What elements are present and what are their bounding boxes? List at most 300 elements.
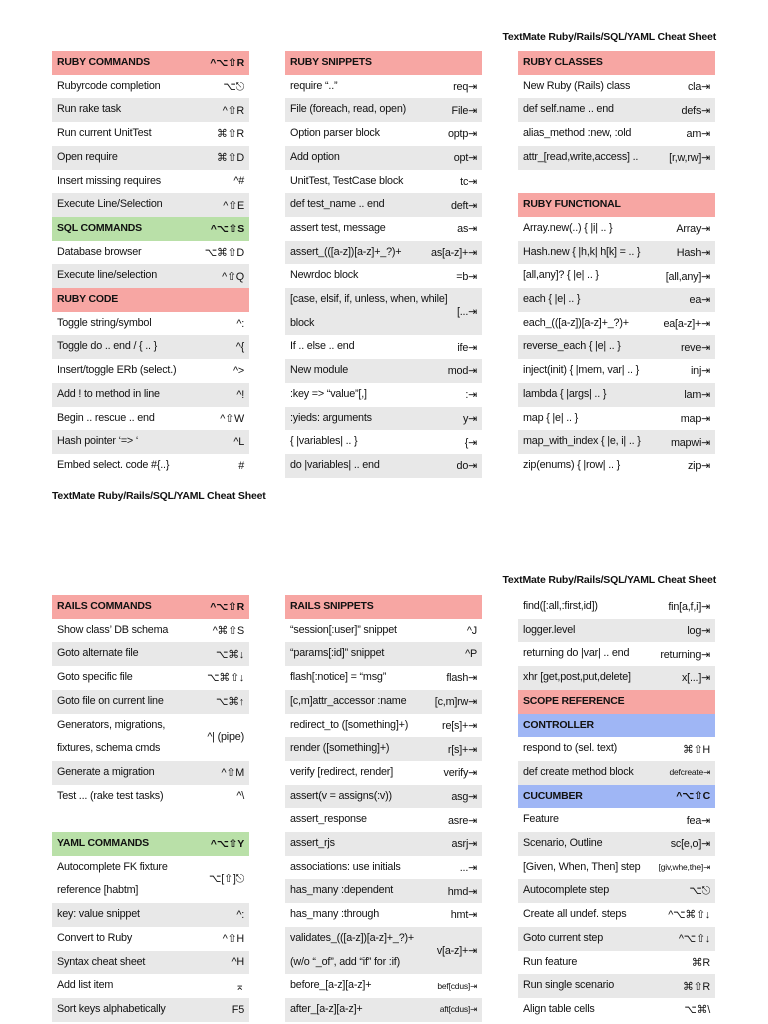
shortcut-row <box>518 430 715 454</box>
shortcut-row <box>52 98 249 122</box>
shortcut-key: ...⇥ <box>459 862 477 875</box>
section-header <box>285 595 482 619</box>
shortcut-label: returning do |var| .. end <box>523 647 630 660</box>
shortcut-row <box>52 927 249 951</box>
ruby-snippets-column <box>285 51 482 478</box>
shortcut-key: returning⇥ <box>660 648 710 661</box>
shortcut-label: Embed select. code #{..} <box>57 458 170 471</box>
shortcut-key: ^H <box>231 956 244 969</box>
shortcut-row <box>52 619 249 643</box>
shortcut-label: New module <box>290 364 349 377</box>
shortcut-key: ^⇧H <box>222 933 244 946</box>
shortcut-key: asre⇥ <box>447 814 477 827</box>
shortcut-key: req⇥ <box>453 81 477 94</box>
shortcut-label: def self.name .. end <box>523 103 614 116</box>
spacer-row <box>518 170 715 194</box>
shortcut-key: [giv,whe,the]⇥ <box>658 862 710 873</box>
shortcut-label: New Ruby (Rails) class <box>523 79 631 92</box>
shortcut-key: ^⌘⇧S <box>212 625 244 638</box>
shortcut-label: Generate a migration <box>57 765 155 778</box>
ruby-commands-column <box>52 51 249 478</box>
shortcut-key: aft[cdus]⇥ <box>439 1004 477 1015</box>
shortcut-row <box>518 642 715 666</box>
shortcut-label: Newrdoc block <box>290 269 359 282</box>
shortcut-label: [c,m]attr_accessor :name <box>290 694 407 707</box>
shortcut-label: map { |e| .. } <box>523 411 579 424</box>
shortcut-key: ^⌥⇧R <box>210 600 244 613</box>
shortcut-key: fea⇥ <box>686 814 710 827</box>
shortcut-key: log⇥ <box>687 625 710 638</box>
shortcut-row <box>285 785 482 809</box>
shortcut-label: verify [redirect, render] <box>290 765 394 778</box>
shortcut-key: ⌥⌘⇧↓ <box>207 672 244 685</box>
shortcut-key: as⇥ <box>457 223 477 236</box>
shortcut-row <box>518 407 715 431</box>
shortcut-key: opt⇥ <box>453 152 477 165</box>
shortcut-key: ⌘⇧R <box>682 980 710 993</box>
shortcut-row <box>285 122 482 146</box>
shortcut-label: Add list item <box>57 979 114 992</box>
section-header <box>518 785 715 809</box>
shortcut-row <box>518 217 715 241</box>
shortcut-label: RUBY FUNCTIONAL <box>523 198 621 211</box>
shortcut-label: lambda { |args| .. } <box>523 387 607 400</box>
shortcut-key: ⌅ <box>235 980 244 993</box>
shortcut-key: ^⌥⇧C <box>676 790 710 803</box>
shortcut-label: each { |e| .. } <box>523 293 581 306</box>
shortcut-key: ⌥[⇧]⎋ <box>208 873 244 886</box>
shortcut-key: # <box>238 459 244 472</box>
shortcut-key: r[s]+⇥ <box>447 743 477 756</box>
shortcut-label: Rubyrcode completion <box>57 79 161 92</box>
shortcut-label: Begin .. rescue .. end <box>57 411 155 424</box>
shortcut-row <box>52 146 249 170</box>
rails-commands-column <box>52 595 249 1022</box>
shortcut-key: sc[e,o]⇥ <box>670 838 710 851</box>
shortcut-label: Show class’ DB schema <box>57 623 169 636</box>
shortcut-key: tc⇥ <box>460 175 477 188</box>
shortcut-key: ^: <box>236 317 244 330</box>
section-header <box>518 193 715 217</box>
shortcut-label: RUBY CLASSES <box>523 56 603 68</box>
shortcut-row <box>518 335 715 359</box>
shortcut-label: RUBY SNIPPETS <box>290 56 372 68</box>
shortcut-key: mod⇥ <box>447 365 477 378</box>
shortcut-row <box>52 430 249 454</box>
shortcut-key: ⌥⌘\ <box>684 1004 710 1017</box>
shortcut-row <box>285 808 482 832</box>
shortcut-row <box>52 170 249 194</box>
shortcut-key: ea⇥ <box>689 294 710 307</box>
shortcut-key: verify⇥ <box>443 767 477 780</box>
shortcut-label: Run feature <box>523 955 578 968</box>
section-header <box>52 595 249 619</box>
shortcut-label: has_many :through <box>290 908 380 921</box>
shortcut-row <box>285 75 482 99</box>
shortcut-key: ^⌥⇧Y <box>210 837 244 850</box>
shortcut-row <box>285 359 482 383</box>
shortcut-label: do |variables| .. end <box>290 458 380 471</box>
shortcut-key: ^⌥⌘⇧↓ <box>668 909 710 922</box>
shortcut-row <box>518 761 715 785</box>
shortcut-label: Insert/toggle ERb (select.) <box>57 364 177 377</box>
shortcut-row <box>52 312 249 336</box>
shortcut-row <box>285 714 482 738</box>
shortcut-row <box>518 666 715 690</box>
shortcut-label: Goto file on current line <box>57 694 164 707</box>
section-header <box>52 832 249 856</box>
shortcut-label: CONTROLLER <box>523 718 594 731</box>
shortcut-row <box>518 808 715 832</box>
shortcut-row <box>52 193 249 217</box>
spacer-row <box>52 808 249 832</box>
shortcut-key: defcreate⇥ <box>669 767 710 778</box>
shortcut-label: RUBY CODE <box>57 293 119 306</box>
shortcut-row <box>285 903 482 927</box>
shortcut-label: [case, elsif, if, unless, when, while] block <box>290 293 448 329</box>
shortcut-row <box>52 264 249 288</box>
shortcut-label: Sort keys alphabetically <box>57 1002 166 1015</box>
shortcut-key: x[...]⇥ <box>681 672 710 685</box>
shortcut-label: Test ... (rake test tasks) <box>57 789 164 802</box>
shortcut-key: asrj⇥ <box>451 838 477 851</box>
shortcut-row <box>518 312 715 336</box>
shortcut-row <box>285 998 482 1022</box>
shortcut-label: validates_(([a-z])[a-z]+_?)+ (w/o “_of”, add “if” for :if) <box>290 931 415 968</box>
shortcut-row <box>52 974 249 998</box>
shortcut-row <box>518 832 715 856</box>
shortcut-row <box>52 690 249 714</box>
shortcut-label: Open require <box>57 150 118 163</box>
shortcut-label: inject(init) { |mem, var| .. } <box>523 364 640 377</box>
shortcut-row <box>52 454 249 478</box>
shortcut-label: Goto current step <box>523 931 604 944</box>
shortcut-key: [r,w,rw]⇥ <box>669 152 710 165</box>
shortcut-label: SCOPE REFERENCE <box>523 694 625 707</box>
shortcut-key: defs⇥ <box>681 104 710 117</box>
shortcut-label: assert_(([a-z])[a-z]+_?)+ <box>290 245 402 258</box>
shortcut-key: ^⌥⇧↓ <box>678 933 710 946</box>
shortcut-row <box>52 407 249 431</box>
shortcut-label: Generators, migrations, fixtures, schema cmds <box>57 718 166 755</box>
shortcut-key: ^# <box>233 175 244 188</box>
shortcut-label: Convert to Ruby <box>57 931 133 944</box>
section-header <box>52 217 249 241</box>
shortcut-label: “session[:user]” snippet <box>290 623 397 636</box>
shortcut-row <box>52 335 249 359</box>
shortcut-row <box>285 642 482 666</box>
shortcut-key: ⌥⎋ <box>689 885 710 898</box>
cheat-sheet-title-middle: TextMate Ruby/Rails/SQL/YAML Cheat Sheet <box>52 490 266 502</box>
shortcut-label: Syntax cheat sheet <box>57 955 146 968</box>
shortcut-label: has_many :dependent <box>290 884 394 897</box>
shortcut-label: before_[a-z][a-z]+ <box>290 979 372 992</box>
shortcut-row <box>285 193 482 217</box>
shortcut-key: ⌘⇧R <box>216 128 244 141</box>
shortcut-label: File (foreach, read, open) <box>290 103 407 116</box>
shortcut-label: require “..” <box>290 79 338 92</box>
shortcut-key: ⌘⇧H <box>682 743 710 756</box>
shortcut-row <box>52 241 249 265</box>
shortcut-row <box>52 359 249 383</box>
shortcut-key: [c,m]rw⇥ <box>434 696 477 709</box>
shortcut-row <box>285 430 482 454</box>
shortcut-label: Align table cells <box>523 1002 595 1015</box>
shortcut-key: F5 <box>231 1003 244 1016</box>
shortcut-key: ^⇧M <box>221 767 244 780</box>
shortcut-label: Database browser <box>57 245 142 258</box>
shortcut-key: ^⇧E <box>223 199 244 212</box>
shortcut-row <box>518 98 715 122</box>
shortcut-label: SQL COMMANDS <box>57 221 142 234</box>
shortcut-row <box>52 785 249 809</box>
section-header <box>52 288 249 312</box>
shortcut-label: If .. else .. end <box>290 340 355 353</box>
section-header <box>518 51 715 75</box>
shortcut-row <box>518 619 715 643</box>
shortcut-key: as[a-z]+⇥ <box>431 246 477 259</box>
shortcut-key: ea[a-z]+⇥ <box>663 318 710 331</box>
shortcut-row <box>52 903 249 927</box>
shortcut-row <box>52 75 249 99</box>
shortcut-label: Autocomplete FK fixture reference [habtm] <box>57 860 168 897</box>
shortcut-label: key: value snippet <box>57 908 140 921</box>
ruby-classes-column <box>518 51 715 478</box>
shortcut-label: flash[:notice] = “msg” <box>290 671 387 684</box>
shortcut-key: ^⇧R <box>222 104 244 117</box>
shortcut-label: CUCUMBER <box>523 789 583 802</box>
shortcut-row <box>285 832 482 856</box>
shortcut-row <box>52 666 249 690</box>
shortcut-key: ^J <box>466 624 477 637</box>
shortcut-key: ⌘R <box>691 956 710 969</box>
shortcut-row <box>52 856 249 903</box>
shortcut-key: Array⇥ <box>676 223 710 236</box>
cheat-sheet-title-bottom: TextMate Ruby/Rails/SQL/YAML Cheat Sheet <box>502 574 716 586</box>
shortcut-label: Option parser block <box>290 127 380 140</box>
shortcut-label: Execute Line/Selection <box>57 198 163 211</box>
shortcut-row <box>285 761 482 785</box>
shortcut-row <box>518 122 715 146</box>
shortcut-row <box>518 903 715 927</box>
shortcut-label: assert_rjs <box>290 837 335 850</box>
shortcut-label: Goto alternate file <box>57 647 139 660</box>
shortcut-label: UnitTest, TestCase block <box>290 174 404 187</box>
shortcut-key: ^! <box>236 388 244 401</box>
shortcut-row <box>285 170 482 194</box>
shortcut-label: Hash pointer ‘=> ‘ <box>57 435 139 448</box>
shortcut-label: Run rake task <box>57 103 122 116</box>
shortcut-label: assert(v = assigns(:v)) <box>290 789 392 802</box>
shortcut-label: “params[:id]” snippet <box>290 647 385 660</box>
shortcut-row <box>518 737 715 761</box>
section-header <box>52 51 249 75</box>
shortcut-row <box>285 407 482 431</box>
shortcut-key: zip⇥ <box>687 460 710 473</box>
shortcut-row <box>285 690 482 714</box>
shortcut-row <box>52 761 249 785</box>
shortcut-label: Run current UnitTest <box>57 127 152 140</box>
shortcut-key: map⇥ <box>680 412 710 425</box>
shortcut-key: ^L <box>233 436 244 449</box>
shortcut-label: RAILS SNIPPETS <box>290 600 374 612</box>
shortcut-key: ^⌥⇧R <box>210 56 244 69</box>
shortcut-key: do⇥ <box>456 460 477 473</box>
shortcut-key: [all,any]⇥ <box>665 270 710 283</box>
shortcut-row <box>518 359 715 383</box>
shortcut-label: def test_name .. end <box>290 198 385 211</box>
shortcut-row <box>285 98 482 122</box>
shortcut-key: File⇥ <box>451 104 477 117</box>
shortcut-row <box>518 241 715 265</box>
shortcut-row <box>518 595 715 619</box>
shortcut-key: ⌥⌘↑ <box>215 696 244 709</box>
shortcut-key: y⇥ <box>462 412 477 425</box>
shortcut-key: v[a-z]+⇥ <box>436 945 477 958</box>
shortcut-label: RAILS COMMANDS <box>57 600 152 612</box>
shortcut-key: ^> <box>233 364 244 377</box>
shortcut-key: am⇥ <box>686 128 710 141</box>
shortcut-key: ⌥⎋ <box>223 80 244 93</box>
shortcut-label: attr_[read,write,access] .. <box>523 150 639 163</box>
shortcut-key: inj⇥ <box>690 365 710 378</box>
shortcut-key: =b⇥ <box>456 270 477 283</box>
shortcut-key: lam⇥ <box>684 389 710 402</box>
shortcut-label: [all,any]? { |e| .. } <box>523 269 599 282</box>
shortcut-key: ^{ <box>235 341 244 354</box>
scope-reference-column <box>518 595 715 1022</box>
shortcut-label: def create method block <box>523 765 634 778</box>
shortcut-label: Scenario, Outline <box>523 837 603 850</box>
section-header <box>518 714 715 738</box>
shortcut-label: :yieds: arguments <box>290 411 372 424</box>
shortcut-label: Hash.new { |h,k| h[k] = .. } <box>523 245 641 258</box>
shortcut-label: { |variables| .. } <box>290 435 358 448</box>
shortcut-key: ⌥⌘⇧D <box>204 246 244 259</box>
shortcut-label: Insert missing requires <box>57 174 162 187</box>
shortcut-row <box>518 974 715 998</box>
shortcut-row <box>285 146 482 170</box>
shortcut-key: ife⇥ <box>457 341 477 354</box>
shortcut-row <box>52 122 249 146</box>
shortcut-row <box>285 666 482 690</box>
shortcut-label: zip(enums) { |row| .. } <box>523 458 621 471</box>
shortcut-key: ^P <box>465 648 477 661</box>
shortcut-row <box>285 383 482 407</box>
shortcut-key: ^: <box>236 908 244 921</box>
section-header <box>518 690 715 714</box>
shortcut-row <box>285 288 482 335</box>
shortcut-row <box>52 383 249 407</box>
shortcut-key: fin[a,f,i]⇥ <box>668 601 710 614</box>
shortcut-row <box>52 998 249 1022</box>
shortcut-key: ^⇧W <box>220 412 244 425</box>
shortcut-label: :key => “value”[,] <box>290 387 367 400</box>
shortcut-row <box>518 288 715 312</box>
shortcut-label: Run single scenario <box>523 979 615 992</box>
shortcut-row <box>518 856 715 880</box>
shortcut-key: Hash⇥ <box>676 246 710 259</box>
shortcut-label: [Given, When, Then] step <box>523 860 641 873</box>
shortcut-key: deft⇥ <box>450 199 477 212</box>
shortcut-key: bef[cdus]⇥ <box>437 980 477 991</box>
shortcut-row <box>518 75 715 99</box>
shortcut-label: render ([something]+) <box>290 742 390 755</box>
shortcut-row <box>285 974 482 998</box>
shortcut-key: ^⌥⇧S <box>210 222 244 235</box>
shortcut-row <box>285 241 482 265</box>
cheat-sheet-title-top: TextMate Ruby/Rails/SQL/YAML Cheat Sheet <box>502 31 716 43</box>
shortcut-row <box>518 454 715 478</box>
shortcut-label: xhr [get,post,put,delete] <box>523 671 631 684</box>
shortcut-row <box>52 642 249 666</box>
rails-snippets-column <box>285 595 482 1022</box>
shortcut-label: each_(([a-z])[a-z]+_?)+ <box>523 316 629 329</box>
shortcut-label: Toggle string/symbol <box>57 316 152 329</box>
shortcut-row <box>285 619 482 643</box>
shortcut-label: Autocomplete step <box>523 884 610 897</box>
shortcut-label: Add ! to method in line <box>57 387 160 400</box>
shortcut-label: after_[a-z][a-z]+ <box>290 1002 363 1015</box>
shortcut-row <box>52 951 249 975</box>
shortcut-key: ⌘⇧D <box>216 152 244 165</box>
shortcut-label: reverse_each { |e| .. } <box>523 340 621 353</box>
shortcut-key: flash⇥ <box>446 672 477 685</box>
shortcut-label: logger.level <box>523 623 576 636</box>
shortcut-key: cla⇥ <box>687 81 710 94</box>
shortcut-key: ⌥⌘↓ <box>215 648 244 661</box>
shortcut-label: Goto specific file <box>57 671 133 684</box>
shortcut-key: re[s]+⇥ <box>442 719 477 732</box>
shortcut-key: hmt⇥ <box>450 909 477 922</box>
shortcut-row <box>285 335 482 359</box>
shortcut-row <box>285 264 482 288</box>
shortcut-key: mapwi⇥ <box>670 436 710 449</box>
shortcut-label: alias_method :new, :old <box>523 127 632 140</box>
shortcut-key: [...⇥ <box>456 306 477 319</box>
shortcut-label: YAML COMMANDS <box>57 837 149 850</box>
shortcut-label: Feature <box>523 813 559 826</box>
shortcut-label: Toggle do .. end / { .. } <box>57 340 158 353</box>
shortcut-key: asg⇥ <box>451 790 477 803</box>
shortcut-key: {⇥ <box>464 436 477 449</box>
shortcut-row <box>285 927 482 974</box>
shortcut-label: find([:all,:first,id]) <box>523 600 598 612</box>
shortcut-row <box>285 856 482 880</box>
shortcut-label: Execute line/selection <box>57 269 158 282</box>
shortcut-label: Create all undef. steps <box>523 908 627 921</box>
section-header <box>285 51 482 75</box>
shortcut-key: reve⇥ <box>680 341 710 354</box>
shortcut-row <box>52 714 249 761</box>
shortcut-label: assert test, message <box>290 221 386 234</box>
shortcut-key: ^\ <box>236 790 244 803</box>
shortcut-row <box>285 737 482 761</box>
shortcut-row <box>518 879 715 903</box>
shortcut-label: associations: use initials <box>290 860 401 873</box>
shortcut-row <box>285 454 482 478</box>
shortcut-row <box>518 264 715 288</box>
shortcut-label: Add option <box>290 150 340 163</box>
shortcut-row <box>518 383 715 407</box>
shortcut-label: assert_response <box>290 813 367 826</box>
shortcut-key: optp⇥ <box>447 128 477 141</box>
shortcut-row <box>285 879 482 903</box>
shortcut-label: Array.new(..) { |i| .. } <box>523 221 613 234</box>
shortcut-row <box>518 146 715 170</box>
shortcut-row <box>518 927 715 951</box>
shortcut-row <box>285 217 482 241</box>
